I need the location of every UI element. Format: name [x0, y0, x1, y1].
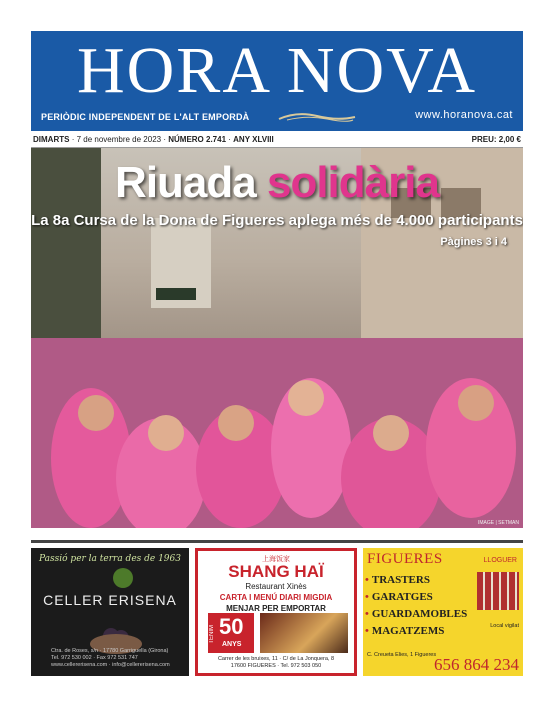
storage-city: FIGUERES — [367, 551, 443, 567]
storage-address: C. Creueta Elies, 1 Figueres — [367, 652, 437, 658]
storage-phone[interactable]: 656 864 234 — [434, 655, 519, 674]
badge-label: TENIM — [209, 625, 215, 644]
year-label: ANY XLVIII — [233, 135, 274, 144]
cover-headline — [31, 158, 523, 208]
restaurant-name: SHANG HAÏ — [228, 562, 324, 581]
restaurant-chinese-name: 上海饭家 — [262, 556, 290, 563]
issue-number: NÚMERO 2.741 — [168, 135, 227, 144]
storage-tag: LLOGUER — [483, 557, 517, 564]
celler-brand: CELLER ERISENA — [43, 592, 177, 608]
list-item: • TRASTERS — [365, 574, 430, 586]
section-divider — [31, 540, 523, 543]
list-item: • MAGATZEMS — [365, 625, 445, 637]
issue-info: DIMARTS · 7 de novembre de 2023 · NÚMERO 2.741 · ANY XLVIII — [33, 135, 274, 144]
page-reference: Pàgines 3 i 4 — [440, 236, 507, 248]
celler-erisena-ad[interactable] — [31, 548, 189, 676]
celler-address: Ctra. de Roses, s/n · 17780 Garriguella (Girona) — [51, 648, 169, 654]
celler-slogan: Passió per la terra des de 1963 — [39, 554, 181, 564]
newspaper-title: HORA NOVA — [76, 34, 477, 107]
anniversary-badge — [208, 613, 254, 653]
celler-phones: Tel. 972 530 002 · Fax 972 531 747 — [51, 655, 138, 661]
restaurant-interior-image — [260, 613, 348, 653]
list-item: • GUARDAMOBLES — [365, 608, 468, 620]
price-label: PREU: 2,00 € — [471, 135, 521, 144]
storage-doors-image — [477, 572, 519, 610]
badge-number: 50 — [219, 614, 244, 639]
photo-credit: IMAGE | SETMAN — [477, 520, 519, 526]
celler-web: www.cellererisena.com · info@cellererisena.com — [51, 662, 170, 668]
headline-part-1: Riuada — [115, 158, 256, 207]
date-label: 7 de novembre de 2023 — [76, 135, 162, 144]
masthead — [31, 31, 523, 131]
website-link[interactable]: www.horanova.cat — [415, 109, 513, 121]
restaurant-contact — [200, 656, 352, 670]
figueres-lloguer-ad[interactable] — [363, 548, 523, 676]
restaurant-subtitle: Restaurant Xinès — [245, 582, 307, 591]
newspaper-tagline: PERIÒDIC INDEPENDENT DE L'ALT EMPORDÀ — [41, 112, 250, 122]
shanghai-restaurant-ad[interactable] — [195, 548, 357, 676]
landscape-emblem-icon — [277, 107, 357, 123]
celler-contact — [51, 648, 187, 669]
storage-services-list — [365, 574, 467, 642]
dateline — [31, 133, 523, 148]
list-item: • GARATGES — [365, 591, 433, 603]
restaurant-city-phone: 17600 FIGUERES · Tel. 972 503 050 — [230, 663, 322, 669]
cctv-label: Local vigilat — [490, 623, 519, 629]
restaurant-takeaway-line: MENJAR PER EMPORTAR — [226, 604, 326, 613]
restaurant-address: Carrer de les bruixes, 11 · C/ de La Jonquera, 8 — [217, 656, 335, 662]
restaurant-menu-line: CARTA I MENÚ DIARI MIGDIA — [219, 593, 333, 602]
cover-subheadline: La 8a Cursa de la Dona de Figueres aplega més de 4.000 participants — [31, 212, 523, 229]
headline-part-2: solidària — [266, 158, 439, 207]
badge-unit: ANYS — [222, 641, 242, 648]
cover-photo — [31, 148, 523, 528]
day-label: DIMARTS — [33, 135, 70, 144]
